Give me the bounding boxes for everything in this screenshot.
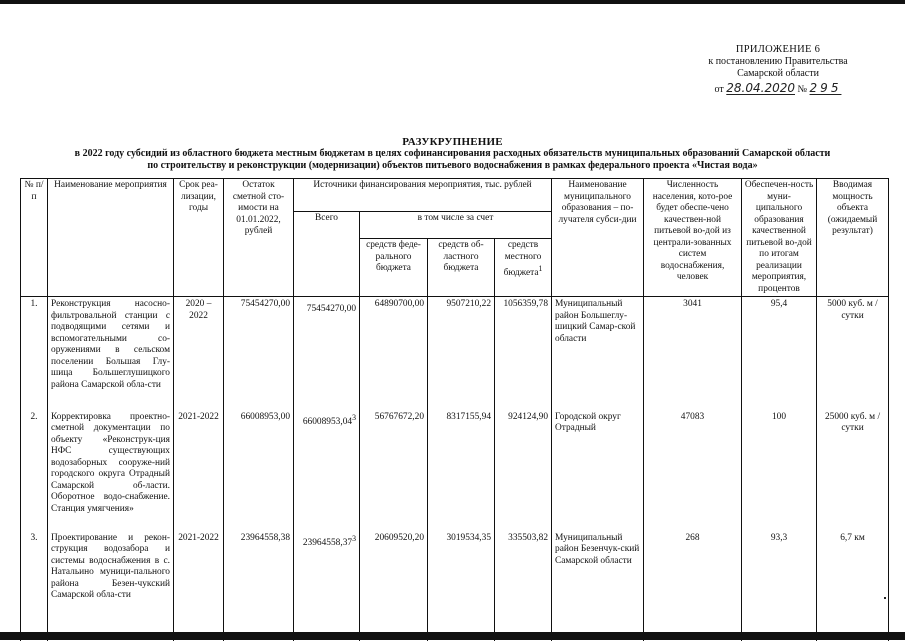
- cell-federal: 64890700,00: [360, 297, 428, 410]
- header-federal: средств феде-рального бюджета: [360, 239, 428, 297]
- header-total: Всего: [294, 212, 360, 297]
- cell-name: Проектирование и рекон-струкция водозабора и системы водоснабжения в с. Натальино муници-пального района Безен-чукский Самарской обла-сти: [48, 531, 174, 641]
- header-period: Срок реа-лизации, годы: [174, 179, 224, 297]
- scan-bottom-edge: [0, 632, 905, 640]
- scan-top-edge: [0, 0, 905, 4]
- heading-line-1: в 2022 году субсидий из областного бюджета местным бюджетам в целях софинансирования расходных обязательств муниципальных образований Самарской области: [74, 148, 831, 159]
- cell-num: 1.: [21, 297, 48, 410]
- cell-capacity: 6,7 км: [817, 531, 889, 641]
- header-sources: Источники финансирования мероприятия, тыс. рублей: [294, 179, 552, 212]
- header-provision: Обеспечен-ность муни-ципального образования качественной питьевой во-дой по итогам реализации мероприятия, процентов: [742, 179, 817, 297]
- cell-regional: 3019534,35: [428, 531, 495, 641]
- cell-total-footnote: 3: [352, 533, 356, 543]
- header-population: Численность населения, кото-рое будет обеспе-чено качествен-ной питьевой во-дой из централи-зованных систем водоснабжения, человек: [644, 179, 742, 297]
- cell-name: Корректировка проектно-сметной документации по объекту «Реконструк-ция НФС существующих водозаборных сооруже-ний городского округа Отрадный Самарской об-ласти. Оборотное водо-снабжение. Станция умягчения»: [48, 410, 174, 531]
- cell-balance: 75454270,00: [224, 297, 294, 410]
- cell-total-footnote: 3: [352, 412, 356, 422]
- appendix-line-1: к постановлению Правительства: [708, 56, 848, 67]
- number-prefix: №: [797, 84, 808, 95]
- cell-provision: 93,3: [742, 531, 817, 641]
- cell-balance: 66008953,00: [224, 410, 294, 531]
- header-local-footnote: 1: [538, 264, 543, 273]
- cell-name: Реконструкция насосно-фильтровальной станции с подводящими сетями и вспомогательными со-оружениями в сельском поселении Большая Глу-шица Большеглушицкого района Самарской обла-сти: [48, 297, 174, 410]
- appendix-block: [693, 44, 863, 96]
- cell-local: 335503,82: [495, 531, 552, 641]
- cell-regional: 9507210,22: [428, 297, 495, 410]
- cell-local: 924124,90: [495, 410, 552, 531]
- cell-period: 2021-2022: [174, 531, 224, 641]
- header-num: № п/п: [21, 179, 48, 297]
- cell-federal: 20609520,20: [360, 531, 428, 641]
- table-row: [21, 531, 889, 641]
- handwritten-date: 28.04.2020: [726, 81, 795, 95]
- document-heading: [0, 136, 905, 172]
- cell-local: 1056359,78: [495, 297, 552, 410]
- date-prefix: от: [714, 84, 724, 95]
- cell-capacity: 5000 куб. м / сутки: [817, 297, 889, 410]
- header-recipient: Наименование муниципального образования – по-лучателя субси-дии: [552, 179, 644, 297]
- cell-federal: 56767672,20: [360, 410, 428, 531]
- heading-line-2: по строительству и реконструкции (модернизации) объектов питьевого водоснабжения в рамках федерального проекта «Чистая вода»: [147, 160, 758, 171]
- appendix-title: ПРИЛОЖЕНИЕ 6: [735, 44, 821, 55]
- header-including: в том числе за счет: [360, 212, 552, 239]
- header-regional: средств об-ластного бюджета: [428, 239, 495, 297]
- header-local: [495, 239, 552, 297]
- header-local-label: средств местного бюджета: [503, 240, 542, 279]
- header-balance: Остаток сметной сто-имости на 01.01.2022, рублей: [224, 179, 294, 297]
- document-title: РАЗУКРУПНЕНИЕ: [402, 136, 503, 148]
- cell-population: 3041: [644, 297, 742, 410]
- cell-recipient: Городской округ Отрадный: [552, 410, 644, 531]
- cell-provision: 100: [742, 410, 817, 531]
- subsidy-table: [20, 178, 889, 641]
- cell-provision: 95,4: [742, 297, 817, 410]
- cell-population: 268: [644, 531, 742, 641]
- cell-period: 2021-2022: [174, 410, 224, 531]
- cell-total: [294, 410, 360, 531]
- cell-total-value: 23964558,37: [302, 537, 353, 548]
- cell-period: 2020 – 2022: [174, 297, 224, 410]
- cell-population: 47083: [644, 410, 742, 531]
- cell-regional: 8317155,94: [428, 410, 495, 531]
- appendix-line-2: Самарской области: [737, 68, 819, 79]
- cell-recipient: Муниципальный район Большеглу-шицкий Самар-ской области: [552, 297, 644, 410]
- table-row: [21, 410, 889, 531]
- table-row: [21, 297, 889, 410]
- cell-total-value: 66008953,04: [302, 416, 353, 427]
- cell-balance: 23964558,38: [224, 531, 294, 641]
- cell-total-value: 75454270,00: [306, 304, 356, 315]
- cell-num: 3.: [21, 531, 48, 641]
- cell-total: [294, 531, 360, 641]
- cell-num: 2.: [21, 410, 48, 531]
- cell-recipient: Муниципальный район Безенчук-ский Самарской области: [552, 531, 644, 641]
- cell-total: [294, 297, 360, 410]
- appendix-date-line: [715, 82, 842, 96]
- header-name: Наименование мероприятия: [48, 179, 174, 297]
- handwritten-number: 295: [809, 81, 842, 95]
- header-capacity: Вводимая мощность объекта (ожидаемый результат): [817, 179, 889, 297]
- cell-capacity: 25000 куб. м / сутки: [817, 410, 889, 531]
- scan-speck: [884, 597, 886, 599]
